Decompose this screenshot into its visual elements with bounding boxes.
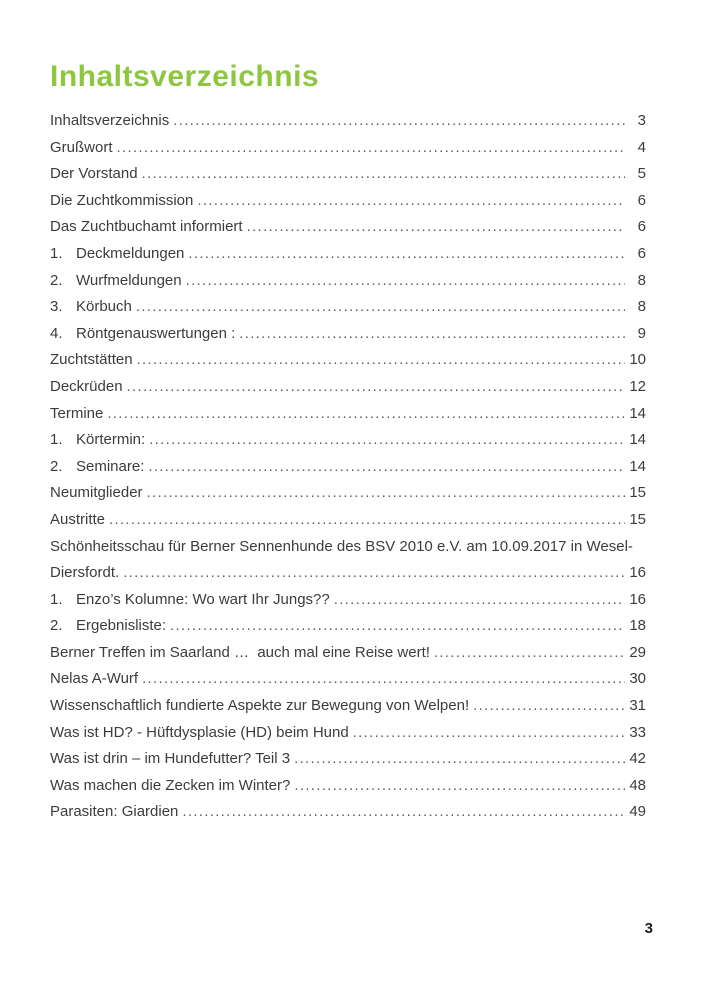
toc-entry-text: Schönheitsschau für Berner Sennenhunde des BSV 2010 e.V. am 10.09.2017 in Wesel- [50,537,633,555]
toc-entry[interactable] [50,161,646,188]
toc-entry-text: Nelas A-Wurf [50,670,139,688]
toc-entry-page: 30 [629,670,646,688]
toc-entry[interactable] [50,613,646,640]
toc-entry-page: 29 [629,643,646,661]
toc-entry-page: 18 [629,617,646,635]
toc-entry[interactable] [50,454,646,481]
toc-entry-text: Wissenschaftlich fundierte Aspekte zur Bewegung von Welpen! [50,697,470,715]
toc-entry[interactable] [50,587,646,614]
toc-entry-page: 14 [629,457,646,475]
toc-entry-text: Körtermin: [76,431,146,449]
toc-entry[interactable] [50,427,646,454]
toc-entry[interactable] [50,214,646,241]
toc-entry-number: 2. [50,457,63,475]
toc-entry-page: 16 [629,564,646,582]
toc-leader-dots [142,666,625,693]
toc-entry-page: 14 [629,404,646,422]
toc-entry-text: Die Zuchtkommission [50,191,194,209]
toc-entry-text: Deckmeldungen [76,244,185,262]
toc-entry-wrap-line[interactable] [50,534,646,561]
toc-entry-page: 42 [629,750,646,768]
toc-entry-text: Körbuch [76,298,132,316]
toc-entry-text: Was ist drin – im Hundefutter? Teil 3 [50,750,291,768]
toc-entry[interactable] [50,640,646,667]
toc-entry-text: Seminare: [76,457,145,475]
toc-entry[interactable] [50,401,646,428]
toc-entry[interactable] [50,374,646,401]
toc-entry-page: 12 [629,377,646,395]
toc-leader-dots [173,108,625,135]
toc-leader-dots [142,161,625,188]
toc-entry[interactable] [50,108,646,135]
toc-leader-dots [182,799,625,826]
page-title: Inhaltsverzeichnis [50,60,320,93]
toc-entry-page: 9 [637,324,646,342]
toc-entry[interactable] [50,666,646,693]
toc-entry[interactable] [50,480,646,507]
toc-entry[interactable] [50,294,646,321]
toc-entry-page: 10 [629,351,646,369]
toc-entry-page: 6 [637,244,646,262]
toc-leader-dots [294,773,625,800]
toc-leader-dots [127,374,625,401]
toc-entry[interactable] [50,135,646,162]
toc-entry[interactable] [50,268,646,295]
toc-entry-text: Inhaltsverzeichnis [50,112,170,129]
toc-entry[interactable] [50,507,646,534]
toc-entry-text: Zuchtstätten [50,351,133,369]
toc-leader-dots [170,613,625,640]
toc-entry-number: 2. [50,271,63,289]
toc-leader-dots [109,507,625,534]
toc-entry-page: 4 [637,138,646,156]
toc-leader-dots [353,720,625,747]
toc-entry-text: Ergebnisliste: [76,617,167,635]
toc-entry-text: Parasiten: Giardien [50,803,179,821]
toc-entry[interactable] [50,746,646,773]
toc-entry-text: Diersfordt. [50,564,120,582]
toc-entry[interactable] [50,321,646,348]
toc-entry-text: Röntgenauswertungen : [76,324,236,342]
toc-entry-text: Enzo’s Kolumne: Wo wart Ihr Jungs?? [76,590,330,608]
toc-entry-page: 49 [629,803,646,821]
toc-entry[interactable] [50,188,646,215]
toc-entry-page: 5 [637,165,646,183]
toc-entry-text: Das Zuchtbuchamt informiert [50,218,243,236]
toc-leader-dots [188,241,625,268]
toc-entry-number: 3. [50,298,63,316]
toc-entry-text: Berner Treffen im Saarland … auch mal eine Reise wert! [50,643,430,661]
toc-entry-page: 16 [629,590,646,608]
toc-entry-number: 1. [50,590,63,608]
toc-entry-text: Neumitglieder [50,484,143,502]
toc-entry[interactable] [50,693,646,720]
toc-entry[interactable] [50,799,646,826]
toc-leader-dots [147,480,625,507]
toc-leader-dots [239,321,625,348]
toc-entry[interactable] [50,720,646,747]
toc-leader-dots [149,427,625,454]
toc-entry-page: 14 [629,431,646,449]
toc-entry-text: Der Vorstand [50,165,138,183]
toc-leader-dots [334,587,625,614]
toc-leader-dots [434,640,625,667]
toc-entry-number: 1. [50,244,63,262]
toc-leader-dots [117,135,625,162]
toc-entry-text: Was ist HD? - Hüftdysplasie (HD) beim Hund [50,723,349,741]
toc-entry[interactable] [50,560,646,587]
toc-entry-page: 8 [637,271,646,289]
toc-entry[interactable] [50,241,646,268]
toc-leader-dots [247,214,625,241]
toc-entry-page: 15 [629,510,646,528]
toc-leader-dots [107,401,625,428]
toc-leader-dots [186,268,625,295]
footer-page-number: 3 [644,920,653,937]
toc-entry-page: 6 [637,191,646,209]
toc-entry-page: 31 [629,697,646,715]
toc-entry[interactable] [50,347,646,374]
toc-leader-dots [473,693,625,720]
toc-entry-text: Termine [50,404,104,422]
toc-entry-page: 15 [629,484,646,502]
toc-leader-dots [136,294,625,321]
toc-entry-page: 3 [637,112,646,129]
toc-entry-text: Austritte [50,510,106,528]
toc-leader-dots [294,746,625,773]
table-of-contents [50,108,646,826]
toc-entry-page: 48 [629,776,646,794]
toc-entry[interactable] [50,773,646,800]
toc-entry-number: 4. [50,324,63,342]
toc-entry-number: 2. [50,617,63,635]
toc-entry-page: 6 [637,218,646,236]
toc-entry-page: 33 [629,723,646,741]
toc-entry-text: Was machen die Zecken im Winter? [50,776,291,794]
toc-entry-text: Wurfmeldungen [76,271,182,289]
toc-leader-dots [148,454,625,481]
toc-leader-dots [197,188,625,215]
toc-leader-dots [137,347,625,374]
toc-entry-number: 1. [50,431,63,449]
toc-entry-text: Grußwort [50,138,113,156]
toc-leader-dots [123,560,625,587]
toc-entry-page: 8 [637,298,646,316]
toc-entry-text: Deckrüden [50,377,123,395]
